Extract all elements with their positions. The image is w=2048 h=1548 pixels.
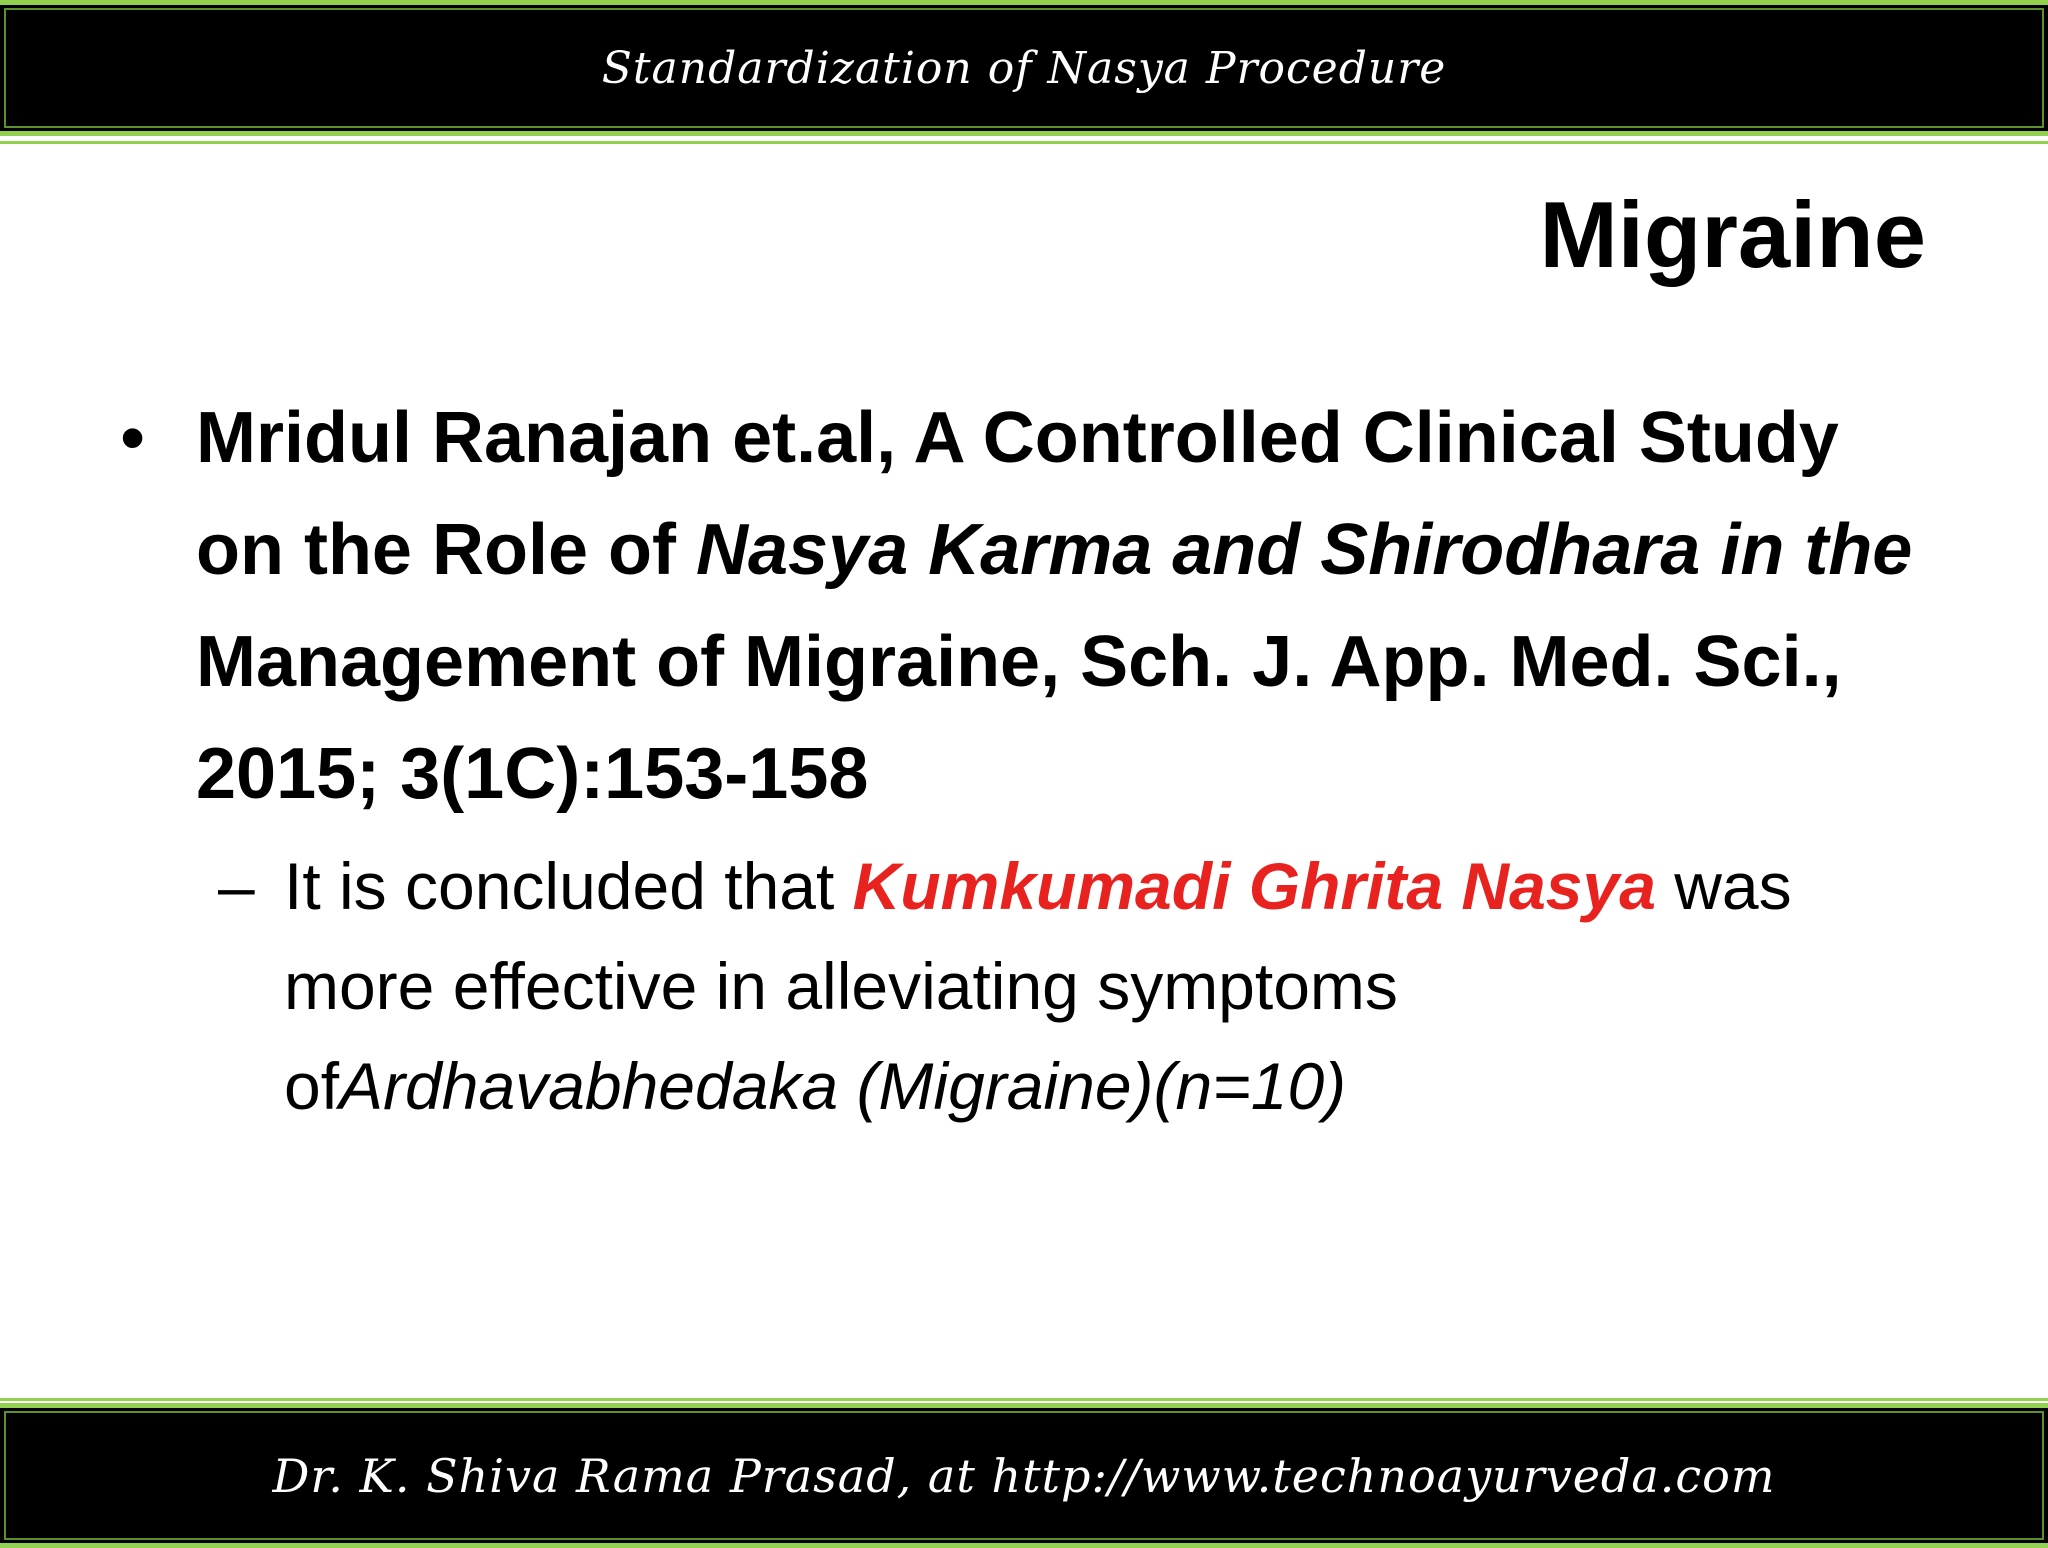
footer-text: Dr. K. Shiva Rama Prasad, at http://www.technoayurveda.com	[272, 1448, 1776, 1503]
sub-bullet-text	[284, 836, 1920, 1136]
footer-rule	[0, 1398, 2048, 1401]
bullet-text-italic: Nasya Karma and Shirodhara in the	[695, 510, 1913, 590]
bullet-text-part-3: Management of Migraine, Sch. J. App. Med. Sci., 2015; 3(1C):153-158	[196, 622, 1842, 814]
slide-body	[120, 382, 1920, 1136]
highlight-text: Kumkumadi Ghrita Nasya	[852, 849, 1656, 923]
header-title: Standardization of Nasya Procedure	[601, 42, 1447, 94]
sub-bullet-item	[218, 836, 1920, 1136]
bullet-dot-icon: •	[120, 398, 146, 478]
sub-bullet-italic: Ardhavabhedaka (Migraine)(n=10)	[339, 1049, 1347, 1123]
bullet-text	[196, 382, 1916, 830]
bullet-item	[120, 382, 1920, 830]
sub-bullet-part-1: It is concluded that	[284, 849, 853, 923]
header-rule	[0, 141, 2048, 144]
slide-title: Migraine	[1539, 182, 1926, 287]
header-band	[0, 0, 2048, 136]
footer-band	[0, 1403, 2048, 1548]
sub-bullet-part-2: was more effective in alleviating symptoms of	[284, 849, 1792, 1123]
dash-icon: –	[218, 849, 255, 923]
bullet-text-part-1: Mridul Ranajan et.al, A Controlled Clinical Study on the Role of	[196, 398, 1839, 590]
